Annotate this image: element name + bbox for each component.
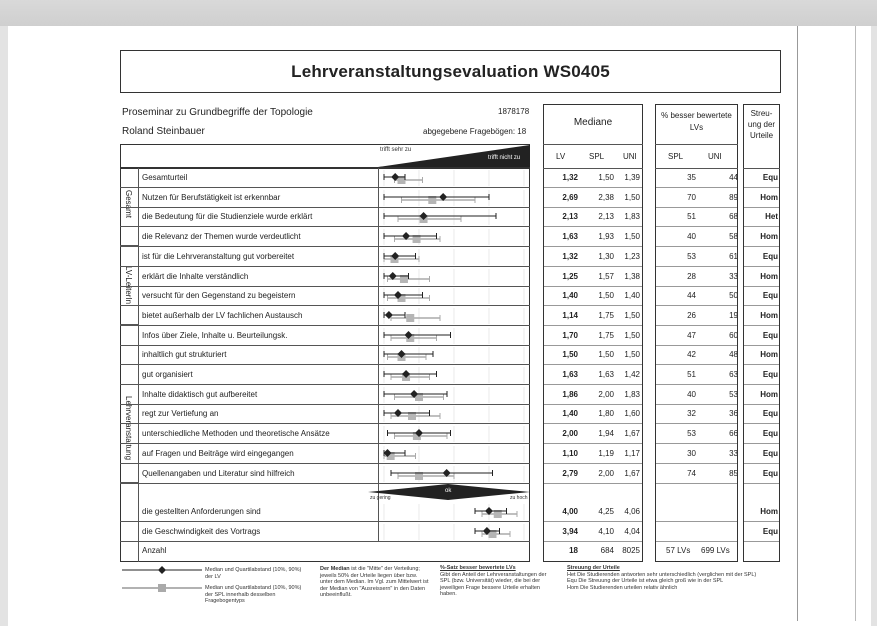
item-plot bbox=[378, 464, 530, 484]
pct-uni: 50 bbox=[729, 291, 738, 301]
item-plot bbox=[378, 247, 530, 267]
median-lv: 1,40 bbox=[562, 291, 578, 301]
item-plot bbox=[378, 502, 530, 522]
median-uni: 1,50 bbox=[624, 330, 640, 340]
table-row bbox=[120, 286, 530, 306]
legend-median bbox=[320, 566, 430, 599]
spread-header: Streu- ung der Urteile bbox=[747, 109, 776, 140]
median-spl: 1,63 bbox=[598, 370, 614, 379]
pct-uni: 58 bbox=[729, 232, 738, 242]
pct-spl: 42 bbox=[687, 350, 696, 360]
item-label: Inhalte didaktisch gut aufbereitet bbox=[142, 389, 258, 399]
legend-pct-text: Gibt den Anteil der Lehrveranstaltungen der SPL (bzw. Universität) wieder, die bei der jeweiligen Frage bessere Urteile erhalten haben. bbox=[440, 571, 547, 597]
count-uni: 8025 bbox=[622, 546, 640, 555]
median-uni: 1,23 bbox=[624, 251, 640, 261]
item-label: unterschiedliche Methoden und theoretische Ansätze bbox=[142, 429, 330, 439]
median-lv: 1,10 bbox=[562, 448, 578, 458]
spread-panel bbox=[743, 104, 780, 562]
high-label: zu hoch bbox=[510, 495, 528, 501]
item-plot bbox=[378, 306, 530, 326]
median-spl: 2,13 bbox=[598, 212, 614, 222]
item-plot bbox=[378, 522, 530, 542]
group-gesamt: Gesamt bbox=[124, 190, 133, 219]
median-uni: 1,50 bbox=[624, 350, 640, 360]
median-lv: 1,25 bbox=[562, 271, 578, 281]
median-lv: 1,86 bbox=[562, 389, 578, 399]
median-spl: 1,75 bbox=[598, 330, 614, 340]
median-lv: 2,13 bbox=[562, 212, 578, 222]
pct-uni: 60 bbox=[729, 330, 738, 340]
medians-header: Mediane bbox=[573, 117, 613, 128]
col-pct-uni: UNI bbox=[708, 152, 722, 161]
pct-uni: 68 bbox=[729, 212, 738, 222]
ok-label: ok bbox=[445, 488, 452, 494]
spread-value: Hom bbox=[760, 350, 778, 360]
median-spl: 1,30 bbox=[598, 251, 614, 261]
pct-spl: 40 bbox=[687, 232, 696, 242]
page-edge-line bbox=[855, 26, 856, 621]
median-spl: 1,75 bbox=[598, 310, 614, 320]
legend-spread-equ: Equ Die Streuung der Urteile ist etwa gleich groß wie in der SPL bbox=[567, 578, 724, 584]
median-uni: 1,50 bbox=[624, 310, 640, 320]
percent-divider bbox=[655, 144, 738, 145]
percent-header: % besser bewertete LVs bbox=[661, 111, 732, 132]
median-lv: 1,40 bbox=[562, 409, 578, 419]
page-edge-line bbox=[797, 26, 798, 621]
median-uni: 1,38 bbox=[624, 271, 640, 281]
spread-value: Equ bbox=[762, 173, 778, 182]
spread-value: Hom bbox=[760, 310, 778, 320]
median-lv: 1,50 bbox=[562, 350, 578, 360]
item-plot bbox=[378, 188, 530, 208]
median-uni: 1,60 bbox=[624, 409, 640, 419]
pct-spl: 30 bbox=[687, 448, 696, 458]
item-plot bbox=[378, 207, 530, 227]
item-label: die Bedeutung für die Studienziele wurde erklärt bbox=[142, 212, 313, 222]
pct-uni: 33 bbox=[729, 271, 738, 281]
medians-divider bbox=[543, 168, 643, 169]
spread-value: Het bbox=[765, 212, 778, 222]
median-lv: 2,79 bbox=[562, 468, 578, 478]
table-row bbox=[120, 464, 530, 484]
pct-spl: 35 bbox=[687, 173, 696, 182]
percent-panel bbox=[655, 104, 738, 562]
pct-spl: 51 bbox=[687, 212, 696, 222]
item-label: Infos über Ziele, Inhalte u. Beurteilungsk. bbox=[142, 330, 288, 340]
item-label: die Relevanz der Themen wurde verdeutlicht bbox=[142, 232, 301, 242]
legend-pct-title: %-Satz besser bewertete LVs bbox=[440, 565, 516, 571]
item-label: Gesamturteil bbox=[142, 173, 188, 182]
pct-uni: 63 bbox=[729, 370, 738, 379]
table-row bbox=[120, 502, 530, 522]
table-row bbox=[120, 267, 530, 287]
spread-divider bbox=[743, 168, 780, 169]
item-label: die gestellten Anforderungen sind bbox=[142, 507, 261, 516]
median-uni: 1,50 bbox=[624, 192, 640, 202]
table-row bbox=[120, 207, 530, 227]
col-spl: SPL bbox=[589, 152, 605, 161]
item-plot bbox=[378, 444, 530, 464]
item-plot bbox=[378, 404, 530, 424]
legend-spread-hom: Hom Die Studierenden urteilen relativ ähnlich bbox=[567, 584, 678, 591]
median-uni: 1,17 bbox=[624, 448, 640, 458]
count-spl: 684 bbox=[600, 546, 614, 555]
median-lv: 1,63 bbox=[562, 232, 578, 242]
median-lv: 2,69 bbox=[562, 192, 578, 202]
pct-uni: 53 bbox=[729, 389, 738, 399]
median-spl: 1,57 bbox=[598, 271, 614, 281]
course-id: 1878178 bbox=[498, 107, 530, 116]
median-lv: 1,32 bbox=[562, 251, 578, 261]
spread-value: Equ bbox=[762, 409, 778, 419]
spread-value: Equ bbox=[762, 291, 778, 301]
pct-uni: 61 bbox=[729, 251, 738, 261]
table-row bbox=[120, 444, 530, 464]
item-label: erklärt die Inhalte verständlich bbox=[142, 271, 249, 281]
legend-lines bbox=[122, 564, 202, 594]
table-row bbox=[120, 306, 530, 326]
percent-divider bbox=[655, 168, 738, 169]
median-spl: 1,80 bbox=[598, 409, 614, 419]
pct-uni: 33 bbox=[729, 448, 738, 458]
table-row bbox=[120, 247, 530, 267]
spread-value: Equ bbox=[762, 527, 778, 536]
item-label: versucht für den Gegenstand zu begeistern bbox=[142, 291, 296, 301]
pct-spl: 47 bbox=[687, 330, 696, 340]
median-spl: 1,93 bbox=[598, 232, 614, 242]
item-plot bbox=[378, 365, 530, 385]
count-pct-uni: 699 LVs bbox=[701, 546, 730, 555]
spread-value: Equ bbox=[762, 468, 778, 478]
item-label: ist für die Lehrveranstaltung gut vorbereitet bbox=[142, 251, 295, 261]
median-uni: 4,06 bbox=[624, 507, 640, 516]
item-label: bietet außerhalb der LV fachlichen Austausch bbox=[142, 310, 303, 320]
pct-spl: 53 bbox=[687, 429, 696, 439]
median-spl: 2,38 bbox=[598, 192, 614, 202]
spread-value: Hom bbox=[760, 232, 778, 242]
median-uni: 1,67 bbox=[624, 429, 640, 439]
spread-value: Equ bbox=[762, 251, 778, 261]
col-uni: UNI bbox=[623, 152, 637, 161]
spread-value: Equ bbox=[762, 330, 778, 340]
table-row bbox=[120, 345, 530, 365]
median-uni: 1,83 bbox=[624, 389, 640, 399]
spread-value: Hom bbox=[760, 389, 778, 399]
pct-spl: 53 bbox=[687, 251, 696, 261]
title-text: Lehrveranstaltungsevaluation WS0405 bbox=[291, 61, 610, 81]
col-lv: LV bbox=[556, 152, 566, 161]
item-label: Nutzen für Berufstätigkeit ist erkennbar bbox=[142, 192, 281, 202]
spl-median-marker bbox=[406, 314, 414, 322]
legend-median-text: ist die "Mitte" der Verteilung; jeweils 50% der Urteile liegen über bzw. unter dem Median. Im Vgl. zum Mittelwert ist der Median von "Ausreissern" in den Daten unbeeinflußt. bbox=[320, 566, 429, 598]
median-spl: 4,10 bbox=[598, 527, 614, 536]
median-lv: 1,70 bbox=[562, 330, 578, 340]
table-row bbox=[120, 227, 530, 247]
pct-uni: 19 bbox=[729, 310, 738, 320]
spread-value: Hom bbox=[760, 192, 778, 202]
legend-spread-het: Het Die Studierenden antworten sehr unterschiedlich (verglichen mit der SPL) bbox=[567, 571, 757, 578]
pct-uni: 89 bbox=[729, 192, 738, 202]
item-plot bbox=[378, 345, 530, 365]
median-lv: 1,14 bbox=[562, 310, 578, 320]
scale-right-label: trifft nicht zu bbox=[488, 155, 521, 161]
pct-spl: 32 bbox=[687, 409, 696, 419]
low-label: zu gering bbox=[370, 495, 391, 501]
median-uni: 1,83 bbox=[624, 212, 640, 222]
table-row bbox=[120, 404, 530, 424]
table-row bbox=[120, 326, 530, 346]
pct-spl: 70 bbox=[687, 192, 696, 202]
count-lv: 18 bbox=[569, 546, 578, 555]
pct-spl: 28 bbox=[687, 271, 696, 281]
item-label: gut organisiert bbox=[142, 370, 193, 379]
median-uni: 1,42 bbox=[624, 370, 640, 379]
item-plot bbox=[378, 227, 530, 247]
legend-median-title: Der Median bbox=[320, 566, 350, 572]
item-label: inhaltlich gut strukturiert bbox=[142, 350, 227, 360]
median-spl: 1,50 bbox=[598, 291, 614, 301]
legend-spl: Median und Quartilabstand (10%, 90%) der SPL innerhalb desselben Fragebogentyps bbox=[205, 585, 302, 604]
table-row bbox=[120, 168, 530, 188]
medians-panel bbox=[543, 104, 643, 562]
group-lehrveranstaltung: Lehrveranstaltung bbox=[124, 396, 133, 461]
median-uni: 1,67 bbox=[624, 468, 640, 478]
pct-spl: 26 bbox=[687, 310, 696, 320]
item-label: die Geschwindigkeit des Vortrags bbox=[142, 527, 261, 536]
spread-value: Equ bbox=[762, 429, 778, 439]
median-spl: 1,50 bbox=[598, 173, 614, 182]
item-plot bbox=[378, 286, 530, 306]
median-uni: 1,40 bbox=[624, 291, 640, 301]
col-pct-spl: SPL bbox=[668, 152, 684, 161]
item-plot bbox=[378, 168, 530, 188]
scale-left-label: trifft sehr zu bbox=[380, 147, 412, 153]
count-divider bbox=[120, 541, 530, 542]
group-lv-leiterin: LV-LeiterIn bbox=[124, 266, 133, 305]
median-lv: 1,32 bbox=[562, 173, 578, 182]
median-uni: 4,04 bbox=[624, 527, 640, 536]
median-uni: 1,50 bbox=[624, 232, 640, 242]
spread-value: Equ bbox=[762, 448, 778, 458]
pct-spl: 74 bbox=[687, 468, 696, 478]
pct-uni: 36 bbox=[729, 409, 738, 419]
median-lv: 3,94 bbox=[562, 527, 578, 536]
median-spl: 1,19 bbox=[598, 448, 614, 458]
item-plot bbox=[378, 326, 530, 346]
median-lv: 1,63 bbox=[562, 370, 578, 379]
pct-uni: 48 bbox=[729, 350, 738, 360]
count-label: Anzahl bbox=[142, 546, 167, 555]
course-name: Proseminar zu Grundbegriffe der Topologie bbox=[122, 107, 313, 118]
median-spl: 2,00 bbox=[598, 468, 614, 478]
item-plot bbox=[378, 385, 530, 405]
legend-spread bbox=[567, 565, 767, 591]
pct-spl: 44 bbox=[687, 291, 696, 301]
item-plot bbox=[378, 424, 530, 444]
median-lv: 4,00 bbox=[562, 507, 578, 516]
legend-spread-title: Streuung der Urteile bbox=[567, 565, 620, 571]
scanner-border bbox=[0, 0, 877, 26]
table-row bbox=[120, 385, 530, 405]
spread-value: Equ bbox=[762, 370, 778, 379]
median-lv: 2,00 bbox=[562, 429, 578, 439]
item-label: auf Fragen und Beiträge wird eingegangen bbox=[142, 448, 294, 458]
median-spl: 4,25 bbox=[598, 507, 614, 516]
legend-pct bbox=[440, 565, 555, 598]
table-row bbox=[120, 424, 530, 444]
spread-value: Hom bbox=[760, 507, 778, 516]
item-label: Quellenangaben und Literatur sind hilfreich bbox=[142, 468, 295, 478]
report-title bbox=[120, 50, 781, 93]
pct-uni: 44 bbox=[729, 173, 738, 182]
medians-divider bbox=[543, 144, 643, 145]
median-spl: 2,00 bbox=[598, 389, 614, 399]
table-row bbox=[120, 188, 530, 208]
forms-count: abgegebene Fragebögen: 18 bbox=[423, 127, 527, 136]
median-uni: 1,39 bbox=[624, 173, 640, 182]
pct-uni: 85 bbox=[729, 468, 738, 478]
item-plot bbox=[378, 267, 530, 287]
legend-lv: Median und Quartilabstand (10%, 90%) der LV bbox=[205, 567, 302, 580]
lecturer-name: Roland Steinbauer bbox=[122, 126, 205, 137]
pct-spl: 51 bbox=[687, 370, 696, 379]
spread-value: Hom bbox=[760, 271, 778, 281]
table-row bbox=[120, 365, 530, 385]
median-spl: 1,50 bbox=[598, 350, 614, 360]
table-row bbox=[120, 522, 530, 542]
pct-spl: 40 bbox=[687, 389, 696, 399]
count-pct-spl: 57 LVs bbox=[666, 546, 691, 555]
median-spl: 1,94 bbox=[598, 429, 614, 439]
item-label: regt zur Vertiefung an bbox=[142, 409, 219, 419]
pct-uni: 66 bbox=[729, 429, 738, 439]
